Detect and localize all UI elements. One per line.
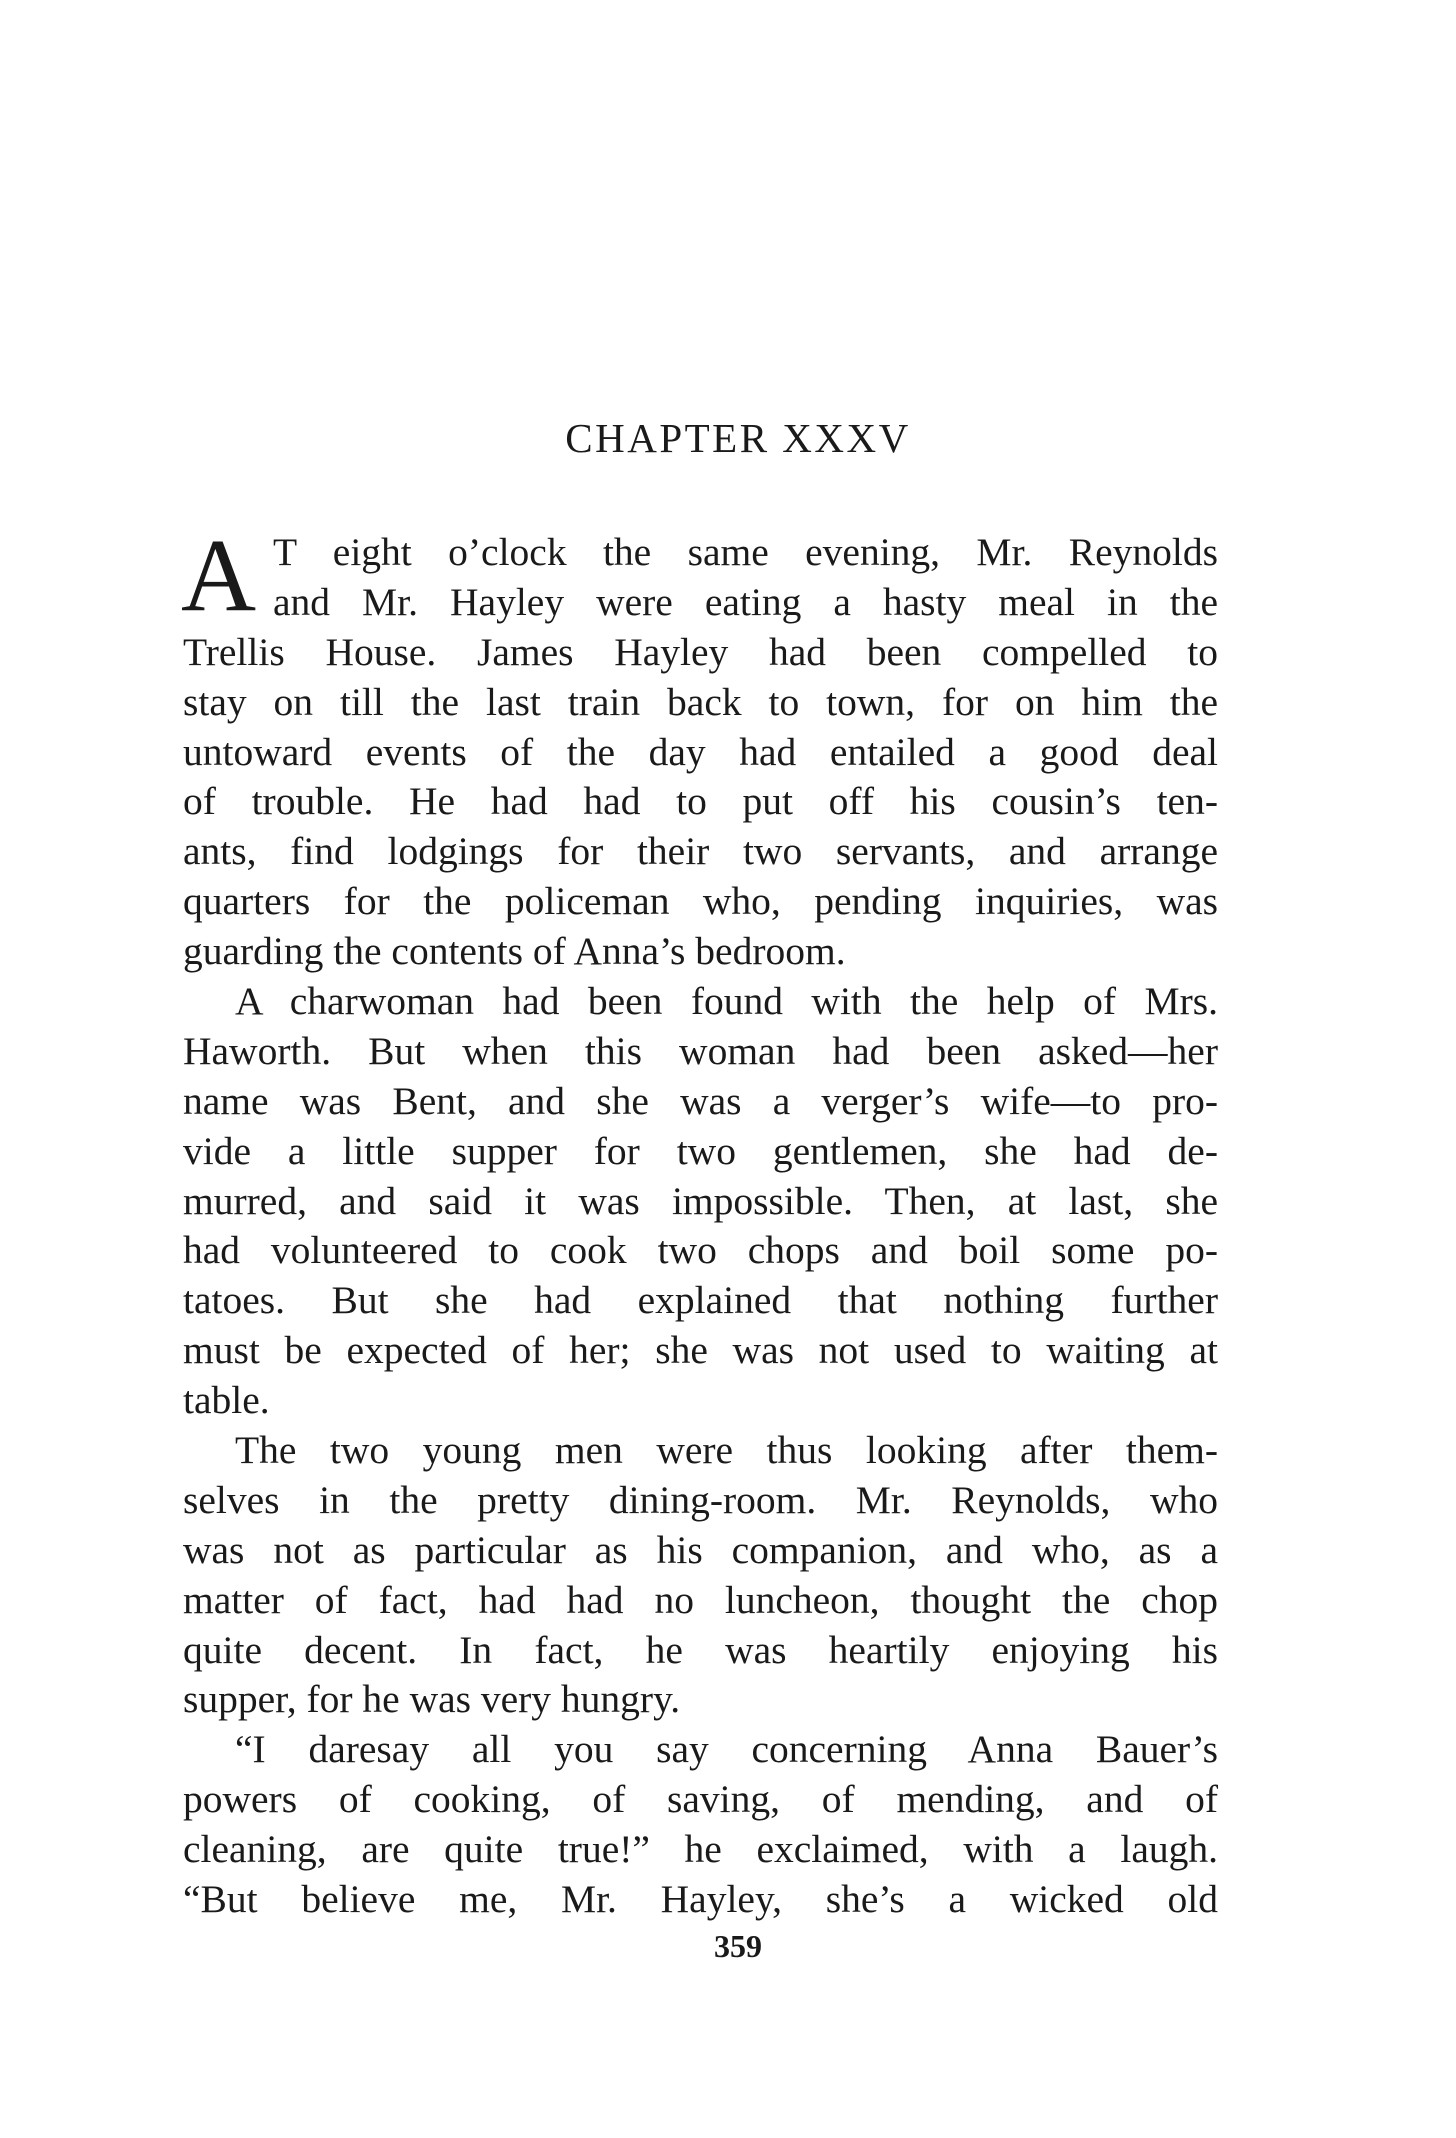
text-line: must be expected of her; she was not used to waiting at [183,1328,1218,1373]
text-line: quarters for the policeman who, pending inquiries, was [183,879,1218,924]
text-line: murred, and said it was impossible. Then, at last, she [183,1178,1218,1223]
text-line: T eight o’clock the same evening, Mr. Reynolds [273,530,1218,574]
text-line: Haworth. But when this woman had been asked—her [183,1028,1218,1073]
text-line: “I daresay all you say concerning Anna Bauer’s [235,1727,1218,1772]
text-line: “But believe me, Mr. Hayley, she’s a wicked old [183,1877,1218,1922]
body-text [181,518,1218,1925]
text-line: ants, find lodgings for their two servants, and arrange [183,829,1218,874]
text-line: cleaning, are quite true!” he exclaimed, with a laugh. [183,1827,1218,1872]
text-line: guarding the contents of Anna’s bedroom. [183,929,846,974]
page-number: 359 [714,1928,762,1964]
drop-cap: A [181,518,257,633]
text-line: stay on till the last train back to town, for on him the [183,679,1218,724]
text-line: selves in the pretty dining-room. Mr. Reynolds, who [183,1477,1218,1522]
text-line: quite decent. In fact, he was heartily enjoying his [183,1627,1218,1672]
text-line: of trouble. He had had to put off his cousin’s ten- [183,779,1218,824]
text-line: tatoes. But she had explained that nothing further [183,1278,1218,1323]
text-line: vide a little supper for two gentlemen, she had de- [183,1128,1218,1173]
text-line: and Mr. Hayley were eating a hasty meal in the [273,579,1218,624]
text-line: matter of fact, had had no luncheon, thought the chop [183,1577,1218,1622]
text-line: had volunteered to cook two chops and boil some po- [183,1228,1218,1273]
text-line: untoward events of the day had entailed a good deal [183,729,1218,774]
text-line: name was Bent, and she was a verger’s wife—to pro- [183,1078,1218,1123]
text-line: supper, for he was very hungry. [183,1677,681,1722]
text-line: was not as particular as his companion, and who, as a [183,1527,1218,1572]
text-line: The two young men were thus looking after them- [235,1428,1218,1473]
text-line: Trellis House. James Hayley had been compelled to [183,629,1218,674]
text-line: table. [183,1378,270,1423]
text-line: A charwoman had been found with the help of Mrs. [235,979,1218,1024]
text-line: powers of cooking, of saving, of mending, and of [183,1777,1218,1822]
chapter-heading: CHAPTER XXXV [565,415,911,461]
